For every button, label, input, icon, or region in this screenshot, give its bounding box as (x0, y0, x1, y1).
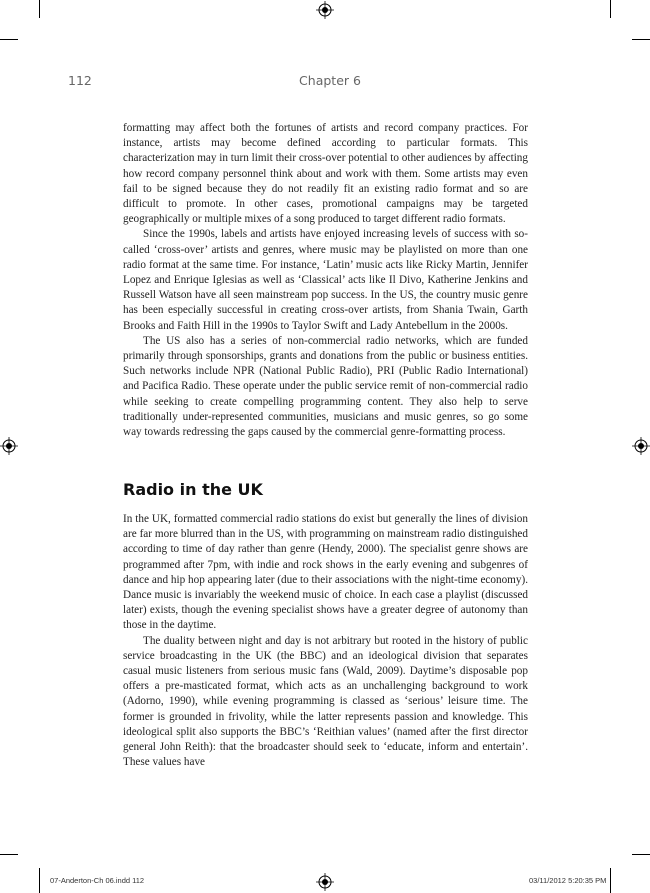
paragraph: The US also has a series of non-commercial radio networks, which are funded primarily through sponsorships, grants and donations from the public or business entities. Such networks include NPR (National Public Radio), PRI (Public Radio International) and Pacifica Radio. These operate under the public service remit of non-commercial radio while seeking to create compelling programming content. They also help to serve traditionally under-represented communities, musicians and music genres, so go some way towards redressing the gaps caused by the commercial genre-formatting process. (123, 334, 528, 439)
file-slug: 07-Anderton-Ch 06.indd 112 (50, 876, 145, 885)
section-heading: Radio in the UK (123, 480, 263, 499)
crop-mark (632, 854, 650, 855)
registration-mark-icon (0, 437, 18, 455)
paragraph: Since the 1990s, labels and artists have enjoyed increasing levels of success with so-called ‘cross-over’ artists and genres, where music may be playlisted on more than one radio format at the same time. For instance, ‘Latin’ music acts like Ricky Martin, Jennifer Lopez and Enrique Iglesias as well as ‘Classical’ acts like Il Divo, Katherine Jenkins and Russell Watson have all seen mainstream pop success. In the US, the country music genre has been especially successful in creating cross-over artists, from Shania Twain, Garth Brooks and Faith Hill in the 1990s to Taylor Swift and Lady Antebellum in the 2000s. (123, 228, 528, 332)
crop-mark (39, 0, 40, 18)
paragraph: formatting may affect both the fortunes of artists and record company practices. For instance, artists may become defined according to particular formats. This characterization may in turn limit their cross-over potential to other audiences by affecting how record company personnel think about and work with them. Some artists may even fail to be signed because they do not readily fit an existing radio format and so are difficult to promote. In other cases, promotional campaigns may be targeted geographically or multiple mixes of a song produced to target different radio formats. (123, 122, 528, 226)
page-number: 112 (68, 73, 92, 88)
running-head-chapter: Chapter 6 (299, 73, 361, 88)
paragraph: The duality between night and day is not arbitrary but rooted in the history of public service broadcasting in the UK (the BBC) and an ideological division that separates casual music listeners from serious music fans (Wald, 2009). Daytime’s disposable pop offers a pre-masticated format, which acts as an unchallenging background to work (Adorno, 1990), while evening programming is classed as ‘serious’ leisure time. The former is grounded in frivolity, while the latter represents passion and knowledge. This ideological split also supports the BBC’s ‘Reithian values’ (named after the first director general John Reith): that the broadcaster should seek to ‘educate, inform and entertain’. These values have (123, 634, 528, 769)
print-timestamp: 03/11/2012 5:20:35 PM (529, 876, 607, 885)
body-text-top (123, 121, 528, 440)
crop-mark (39, 868, 40, 893)
crop-mark (610, 868, 611, 893)
crop-mark (0, 39, 18, 40)
registration-mark-icon (632, 437, 650, 455)
crop-mark (610, 0, 611, 18)
body-text-bottom (123, 512, 528, 770)
registration-mark-icon (316, 1, 334, 19)
crop-mark (632, 39, 650, 40)
registration-mark-icon (316, 873, 334, 891)
crop-mark (0, 854, 18, 855)
paragraph: In the UK, formatted commercial radio stations do exist but generally the lines of division are far more blurred than in the US, with programming on mainstream radio distinguished according to time of day rather than genre (Hendy, 2000). The specialist genre shows are programmed after 7pm, with indie and rock shows in the early evening and subgenres of dance and hip hop appearing later (due to their associations with the night-time economy). Dance music is invariably the weekend music of choice. In each case a playlist (discussed later) exists, though the evening specialist shows have a greater degree of autonomy than those in the daytime. (123, 513, 528, 632)
